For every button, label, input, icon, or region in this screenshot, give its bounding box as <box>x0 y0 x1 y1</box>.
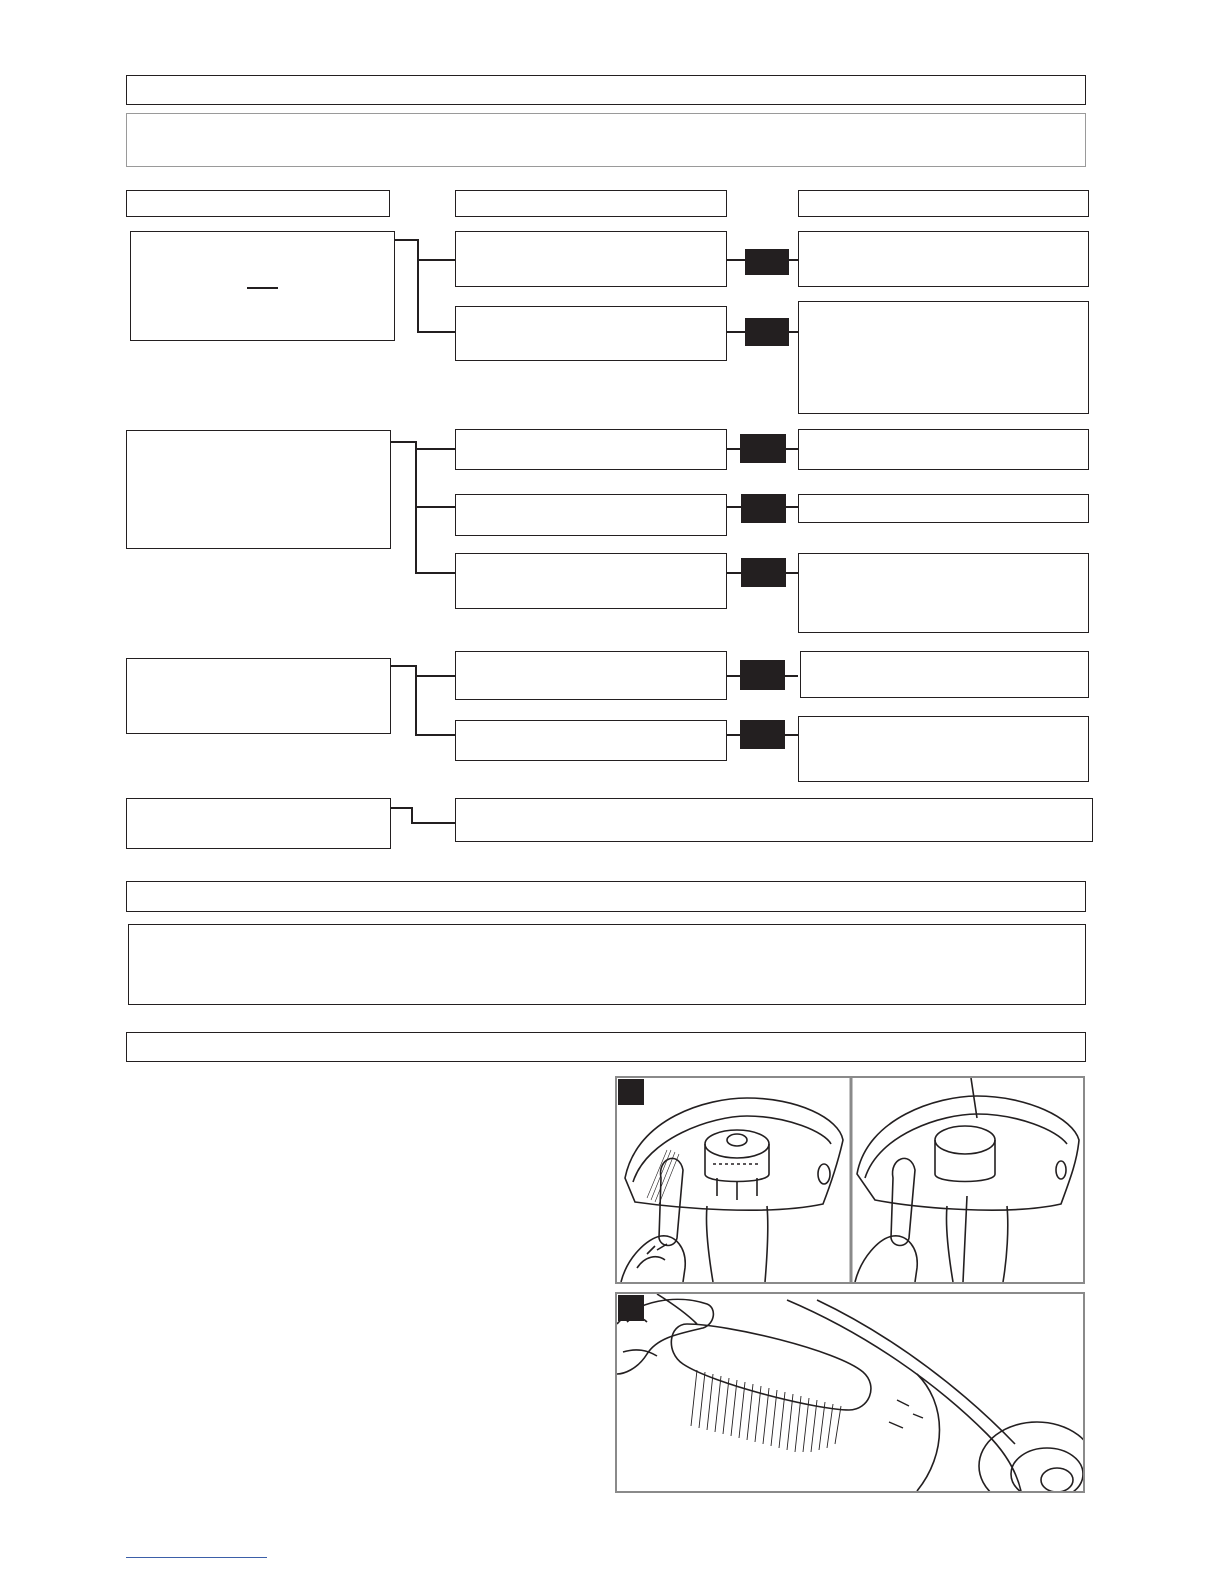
page-reference-tag <box>745 318 789 346</box>
intro-text-box <box>126 113 1086 167</box>
remedy-box-2b <box>798 494 1089 523</box>
problem-box-3 <box>126 658 391 734</box>
remedy-box-2c <box>798 553 1089 633</box>
remedy-box-3a <box>800 651 1089 698</box>
connector-line <box>417 331 455 333</box>
problem-box-4 <box>126 798 391 849</box>
cause-box-4-wide <box>455 798 1093 842</box>
section-header-bar <box>126 75 1086 105</box>
connector-line <box>417 239 419 333</box>
section-text-box <box>128 924 1086 1005</box>
problem-column-header <box>126 190 390 217</box>
shaft-cleaning-figure <box>615 1292 1085 1493</box>
problem-box-1 <box>130 231 395 341</box>
figure-number-badge <box>618 1295 644 1321</box>
figure-number-badge <box>618 1079 644 1105</box>
page-reference-tag <box>740 660 785 690</box>
cause-box-1a <box>455 231 727 287</box>
brush-cleaning-shaft-icon <box>617 1294 1083 1491</box>
underlined-word-mark <box>247 287 278 289</box>
connector-line <box>391 807 412 809</box>
remedy-box-3b <box>798 716 1089 782</box>
page-reference-tag <box>740 720 785 749</box>
remedy-column-header <box>798 190 1089 217</box>
page-reference-tag <box>741 494 786 523</box>
remedy-box-2a <box>798 429 1089 470</box>
connector-line <box>415 506 455 508</box>
cause-box-2b <box>455 494 727 536</box>
cause-box-2c <box>455 553 727 609</box>
cause-box-3a <box>455 651 727 700</box>
cause-box-3b <box>455 720 727 761</box>
cause-column-header <box>455 190 727 217</box>
footnote-rule <box>126 1557 267 1558</box>
connector-line <box>395 239 418 241</box>
connector-line <box>415 572 455 574</box>
connector-line <box>411 822 455 824</box>
trimmer-head-cleaning-figure <box>615 1076 1085 1284</box>
remedy-box-1b <box>798 301 1089 414</box>
cause-box-1b <box>455 306 727 361</box>
remedy-box-1a <box>798 231 1089 287</box>
page-reference-tag <box>741 558 786 587</box>
page-reference-tag <box>745 249 789 275</box>
problem-box-2 <box>126 430 391 549</box>
cause-box-2a <box>455 429 727 470</box>
connector-line <box>415 675 455 677</box>
page-reference-tag <box>740 434 786 463</box>
brush-cleaning-guard-icon <box>617 1078 1083 1282</box>
connector-line <box>415 448 455 450</box>
section-header-bar <box>126 881 1086 912</box>
connector-line <box>391 665 416 667</box>
connector-line <box>391 441 416 443</box>
section-header-bar <box>126 1032 1086 1062</box>
connector-line <box>415 734 455 736</box>
connector-line <box>417 259 455 261</box>
